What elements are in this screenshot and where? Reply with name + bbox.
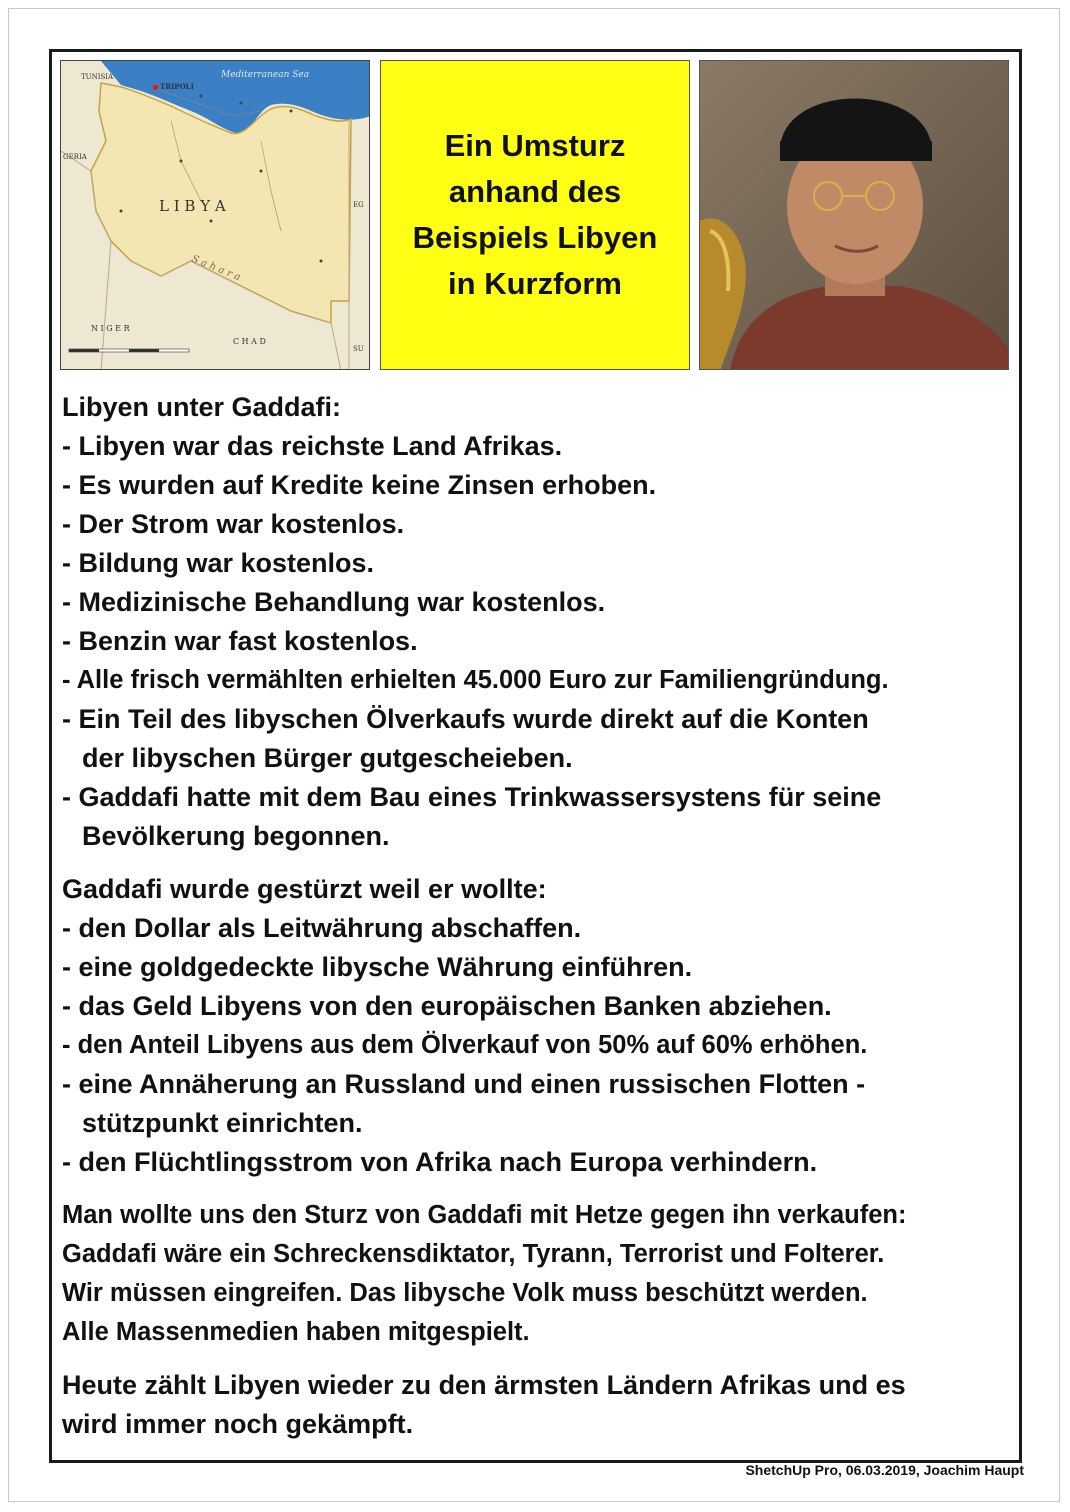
list-item-continuation: der libyschen Bürger gutgescheieben. [82,743,573,773]
map-label-sahara: S a h a r a [189,253,243,284]
list-item: - eine goldgedeckte libysche Währung einführen. [62,952,693,982]
title-line-3: Beispiels Libyen [412,220,658,255]
section2-heading: Gaddafi wurde gestürzt weil er wollte: [62,874,547,904]
list-item: - Medizinische Behandlung war kostenlos. [62,587,606,617]
map-label-algeria: GERIA [63,153,87,161]
list-item: - das Geld Libyens von den europäischen Banken abziehen. [62,991,832,1021]
list-item-continuation: stützpunkt einrichten. [82,1108,363,1138]
list-item: - Gaddafi hatte mit dem Bau eines Trinkwassersystens für seine [62,782,882,812]
list-item: - Alle frisch vermählten erhielten 45.000 Euro zur Familiengründung. [62,666,889,694]
map-scale-bar [69,349,189,352]
paragraph-line: Heute zählt Libyen wieder zu den ärmsten Ländern Afrikas und es [62,1370,906,1400]
list-item: - den Anteil Libyens aus dem Ölverkauf von 50% auf 60% erhöhen. [62,1031,868,1059]
list-item: - eine Annäherung an Russland und einen russischen Flotten - [62,1069,866,1099]
list-item: - Der Strom war kostenlos. [62,509,405,539]
article-body [62,388,1022,1444]
list-item: - den Dollar als Leitwährung abschaffen. [62,913,582,943]
map-label-chad: C H A D [233,337,266,346]
map-label-tripoli: TRIPOLI [160,82,194,91]
map-label-libya: L I B Y A [159,197,226,215]
map-label-sudan: SU [353,345,364,353]
map-label-egypt: EG [353,201,364,209]
list-item: - Es wurden auf Kredite keine Zinsen erhoben. [62,470,657,500]
title-line-1: Ein Umsturz [444,128,626,163]
list-item: - Benzin war fast kostenlos. [62,626,418,656]
list-item: - den Flüchtlingsstrom von Afrika nach Europa verhindern. [62,1147,818,1177]
title-line-2: anhand des [448,174,622,209]
paragraph-line: wird immer noch gekämpft. [62,1409,414,1439]
map-label-niger: N I G E R [91,324,130,333]
paragraph-line: Man wollte uns den Sturz von Gaddafi mit Hetze gegen ihn verkaufen: [62,1201,907,1229]
paragraph-line: Gaddafi wäre ein Schreckensdiktator, Tyrann, Terrorist und Folterer. [62,1240,885,1268]
libya-map-image [60,60,370,370]
list-item: - Libyen war das reichste Land Afrikas. [62,431,563,461]
title-line-4: in Kurzform [448,266,622,301]
list-item-continuation: Bevölkerung begonnen. [82,821,390,851]
paragraph-line: Alle Massenmedien haben mitgespielt. [62,1318,530,1346]
footer-credit: ShetchUp Pro, 06.03.2019, Joachim Haupt [745,1462,1024,1478]
list-item: - Bildung war kostenlos. [62,548,375,578]
title-box [380,60,690,370]
paragraph-line: Wir müssen eingreifen. Das libysche Volk muss beschützt werden. [62,1279,868,1307]
section1-heading: Libyen unter Gaddafi: [62,392,342,422]
map-label-tunisia: TUNISIA [81,73,114,81]
portrait-photo [699,60,1009,370]
map-label-sea: Mediterranean Sea [221,70,310,80]
list-item: - Ein Teil des libyschen Ölverkaufs wurde direkt auf die Konten [62,704,869,734]
